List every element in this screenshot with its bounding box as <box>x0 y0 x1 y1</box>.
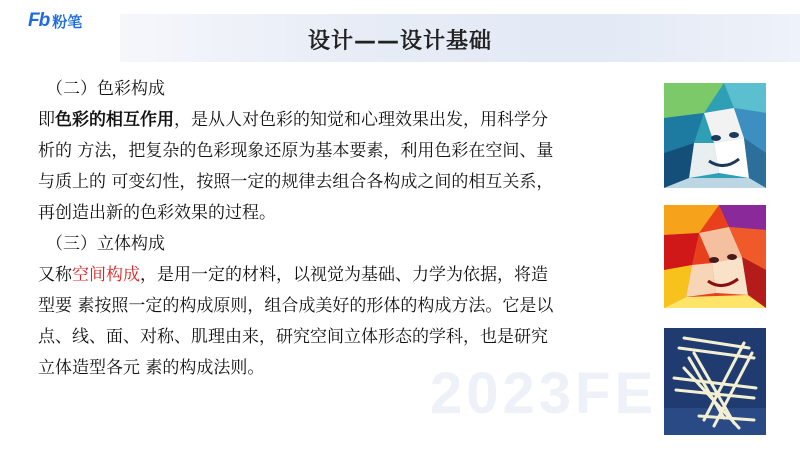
paragraph-line: 与质上的 可变幻性，按照一定的规律去组合各构成之间的相互关系， <box>38 172 554 192</box>
para2-prefix: 又称 <box>38 265 72 285</box>
para1-line1-rest: ，是从人对色彩的知觉和心理效果出发，用科学分 <box>174 110 548 130</box>
paragraph-line <box>38 105 658 136</box>
clown-cool-tones-image <box>664 83 766 188</box>
stick-structure-image <box>664 328 766 435</box>
para2-red-term: 空间构成 <box>72 265 140 285</box>
para2-line1-rest: ，是用一定的材料，以视觉为基础、力学为依据，将造 <box>140 265 548 285</box>
section-heading-3d: （三）立体构成 <box>46 234 165 254</box>
paragraph-line: 析的 方法，把复杂的色彩现象还原为基本要素，利用色彩在空间、量 <box>38 141 554 161</box>
content-text <box>38 74 658 384</box>
paragraph-line: 点、线、面、对称、肌理由来，研究空间立体形态的学科，也是研究 <box>38 327 548 347</box>
paragraph-line: 再创造出新的色彩效果的过程。 <box>38 203 276 223</box>
watermark: 2023FE <box>430 361 658 426</box>
para1-prefix: 即 <box>38 110 55 130</box>
logo-mark: Fb <box>28 10 50 31</box>
clown-warm-tones-image <box>664 205 766 308</box>
paragraph-line: 型要 素按照一定的构成原则，组合成美好的形体的构成方法。它是以 <box>38 296 554 316</box>
page-title: 设计——设计基础 <box>307 29 492 54</box>
section-heading-color: （二）色彩构成 <box>46 79 165 99</box>
paragraph-line: 立体造型各元 素的构成法则。 <box>38 358 265 378</box>
paragraph-line <box>38 260 658 291</box>
para1-bold-term: 色彩的相互作用 <box>55 110 174 130</box>
logo-text: 粉笔 <box>52 12 83 31</box>
